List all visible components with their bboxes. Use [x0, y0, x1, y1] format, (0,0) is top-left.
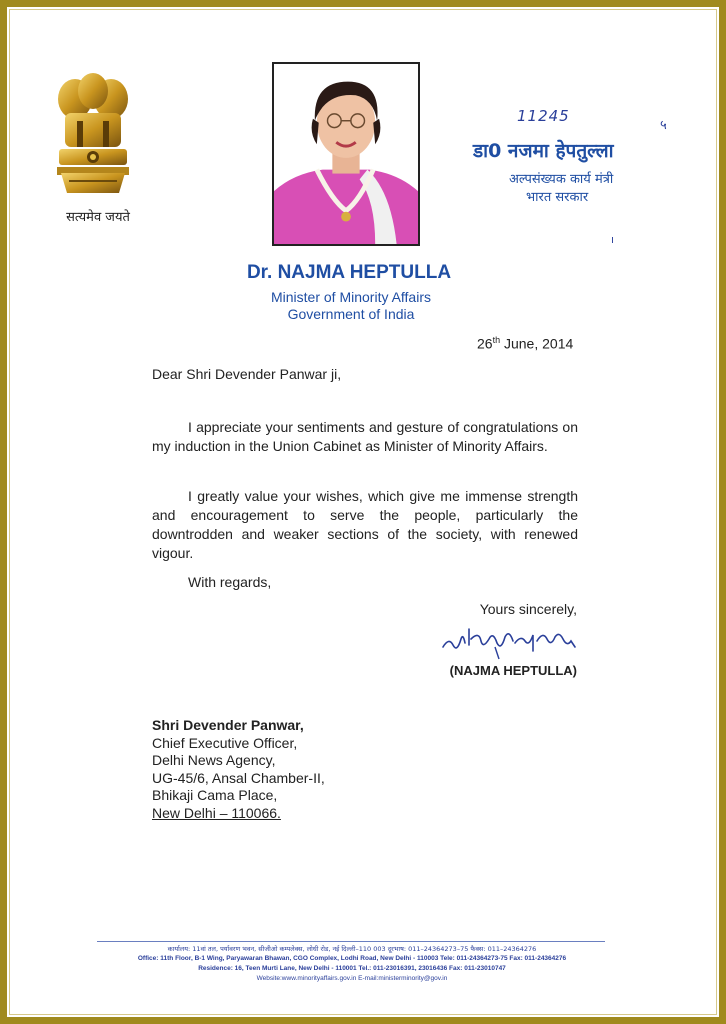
- footer-divider: [97, 941, 605, 942]
- footer-residence-address: Residence: 16, Teen Murti Lane, New Delhi - 110001 Tel.: 011-23016391, 23016436 Fax: 011-23010747: [198, 965, 506, 972]
- handwritten-tick: ı: [611, 234, 615, 246]
- national-motto: सत्यमेव जयते: [66, 210, 130, 225]
- signatory-name: (NAJMA HEPTULLA): [449, 663, 577, 678]
- date-rest: June, 2014: [500, 335, 574, 352]
- hindi-title: अल्पसंख्यक कार्य मंत्री: [509, 172, 614, 187]
- address-line: Chief Executive Officer,: [152, 734, 298, 751]
- paragraph-2: I greatly value your wishes, which give me immense strength and encouragement to serve the people, particularly the downtrodden and weaker sections of the society, with renewed vigour.: [152, 488, 578, 561]
- minister-title: Minister of Minority Affairs: [270, 289, 431, 305]
- letter-date: [477, 335, 573, 352]
- hindi-name: डा0 नजमा हेपतुल्ला: [473, 140, 614, 162]
- date-suffix: th: [492, 335, 501, 345]
- address-line: Delhi News Agency,: [152, 752, 276, 768]
- hindi-government: भारत सरकार: [526, 190, 589, 205]
- government-name: Government of India: [287, 306, 415, 322]
- address-line: UG-45/6, Ansal Chamber-II,: [152, 769, 325, 786]
- handwritten-number: 11245: [517, 107, 570, 125]
- closing: With regards,: [188, 574, 272, 590]
- national-emblem-icon: [47, 69, 139, 199]
- paragraph-1: I appreciate your sentiments and gesture of congratulations on my induction in the Union Cabinet as Minister of Minority Affairs.: [152, 419, 578, 454]
- footer: [87, 944, 617, 984]
- recipient-address: [152, 717, 325, 822]
- minister-name: Dr. NAJMA HEPTULLA: [246, 262, 452, 283]
- handwritten-mark: ५: [660, 118, 667, 133]
- footer-hindi-address: कार्यालय: 11वां तल, पर्यावरण भवन, सीजीओ कम्पलेक्स, लोधी रोड, नई दिल्ली–110 003 दूरभाष: 011–24364273–75 फैक्स: 011–24364276: [167, 945, 537, 953]
- address-line: Bhikaji Cama Place,: [152, 787, 278, 803]
- date-day: 26: [477, 335, 493, 352]
- signature-image: [435, 617, 583, 661]
- recipient-city: New Delhi – 110066.: [152, 804, 281, 821]
- salutation: Dear Shri Devender Panwar ji,: [152, 366, 342, 382]
- footer-contact: Website:www.minorityaffairs.gov.in E-mail:ministerminority@gov.in: [256, 975, 448, 982]
- recipient-name: Shri Devender Panwar,: [152, 717, 304, 733]
- yours-sincerely: Yours sincerely,: [479, 601, 577, 617]
- minister-photo: [272, 62, 420, 246]
- footer-office-address: Office: 11th Floor, B-1 Wing, Paryawaran Bhawan, CGO Complex, Lodhi Road, New Delhi - 110003 Tele: 011-24364273-75 Fax: 011-24364276: [137, 955, 567, 962]
